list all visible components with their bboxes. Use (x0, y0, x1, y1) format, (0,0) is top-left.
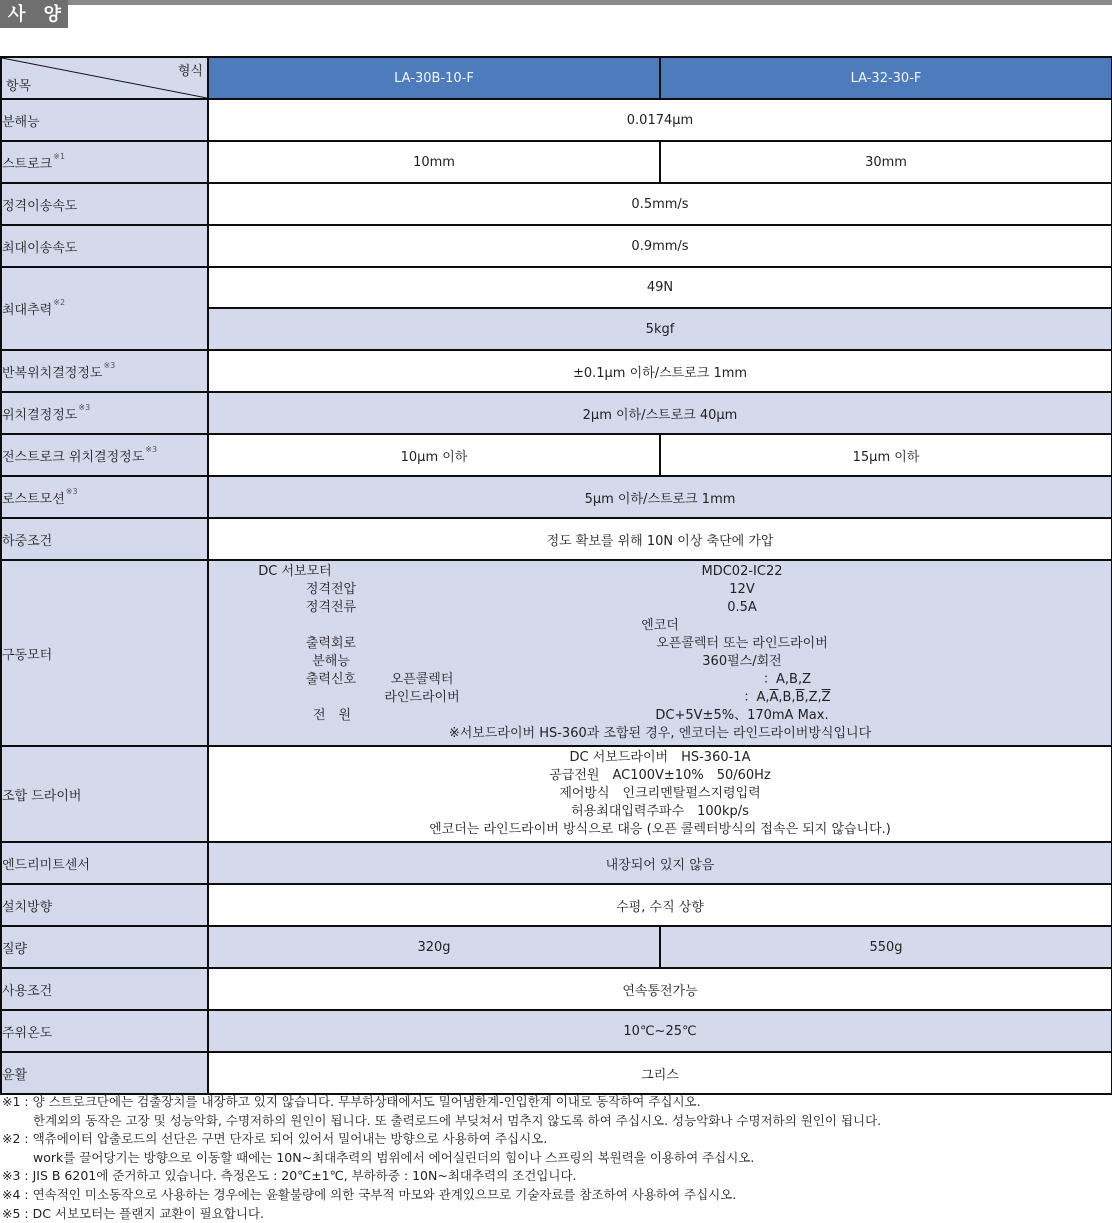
footnote: ※4 : 연속적인 미소동작으로 사용하는 경우에는 윤활불량에 의한 국부적 마모와 관계있으므로 기술자료를 참조하여 사용하여 주십시오. (2, 1186, 737, 1202)
note-ref: ※3 (78, 402, 91, 412)
output-signal-label: 출력신호 (305, 672, 357, 687)
row-lube (1, 1052, 1112, 1094)
row-label: 주위온도 (1, 1010, 208, 1052)
row-lost-motion (1, 476, 1112, 518)
row-value: 정도 확보를 위해 10N 이상 축단에 가압 (208, 518, 1112, 560)
driver-spec-block (208, 746, 1112, 842)
row-value: 0.0174μm (208, 99, 1112, 141)
footnote: ※2 : 액츄에이터 압출로드의 선단은 구면 단자로 되어 있어서 밀어내는 방향으로 사용하여 주십시오. (2, 1131, 548, 1147)
rated-current-label: 정격전류 (305, 600, 357, 615)
spec-table (0, 56, 1112, 1095)
row-motor (1, 560, 1112, 746)
signal-1-type: 오픈콜렉터 (390, 672, 454, 687)
row-label: 사용조건 (1, 968, 208, 1010)
row-value-1: 10mm (208, 141, 660, 183)
label-text: 전스트로크 위치결정정도 (2, 449, 145, 465)
label-text: 로스트모션 (2, 491, 65, 507)
label-text: 스트로크 (2, 156, 53, 172)
row-pos-acc (1, 392, 1112, 434)
row-label: 정격이송속도 (1, 183, 208, 225)
row-value: 내장되어 있지 않음 (208, 842, 1112, 884)
footnote: ※5 : DC 서보모터는 플랜지 교환이 필요합니다. (2, 1205, 265, 1221)
signal-2-type: 라인드라이버 (384, 690, 460, 705)
label-text: 최대추력 (2, 303, 53, 318)
motor-note: ※서보드라이버 HS-360과 조합된 경우, 엔코더는 라인드라이버방식입니다 (448, 726, 872, 741)
row-value: 수평, 수직 상향 (208, 884, 1112, 926)
row-label (1, 141, 208, 183)
signal-2-mid2: ,Z, (804, 690, 822, 705)
output-circuit-value: 오픈콜렉터 또는 라인드라이버 (656, 636, 828, 651)
row-value-2: 15μm 이하 (660, 434, 1112, 476)
header-row (1, 57, 1112, 99)
label-text: 위치결정정도 (2, 407, 78, 423)
row-value: ±0.1μm 이하/스트로크 1mm (208, 350, 1112, 392)
row-stroke (1, 141, 1112, 183)
power-label: 전 원 (312, 708, 352, 723)
row-value-2: 30mm (660, 141, 1112, 183)
note-ref: ※3 (145, 444, 158, 454)
row-usage (1, 968, 1112, 1010)
rated-voltage-label: 정격전압 (305, 582, 357, 597)
row-value-1: 49N (208, 267, 1112, 308)
output-circuit-label: 출력회로 (305, 636, 357, 651)
row-rated-speed (1, 183, 1112, 225)
item-label: 항목 (6, 79, 32, 94)
driver-line: DC 서보드라이버 HS-360-1A (569, 750, 751, 765)
row-value: 0.9mm/s (208, 225, 1112, 267)
dc-servo-label: DC 서보모터 (258, 564, 332, 579)
header-corner (1, 57, 208, 99)
model-1-header: LA-30B-10-F (208, 57, 660, 99)
row-value-2: 550g (660, 926, 1112, 968)
row-value: 10℃~25℃ (208, 1010, 1112, 1052)
row-label (1, 267, 208, 350)
row-repeat-pos (1, 350, 1112, 392)
note-ref: ※3 (103, 360, 116, 370)
row-label: 조합 드라이버 (1, 746, 208, 842)
signal-2-a-bar: $\overline{A}$ (769, 690, 779, 705)
dc-servo-model: MDC02-IC22 (701, 564, 783, 579)
row-full-pos (1, 434, 1112, 476)
signal-2-prefix: ：A, (743, 690, 770, 705)
row-value: 0.5mm/s (208, 183, 1112, 225)
row-value: 2μm 이하/스트로크 40μm (208, 392, 1112, 434)
row-ambient (1, 1010, 1112, 1052)
motor-grid (213, 563, 1107, 743)
footnote: ※1 : 양 스트로크단에는 검출장치를 내장하고 있지 않습니다. 무부하상태에서도 밀어냄한계-인입한계 이내로 동작하여 주십시오. (2, 1094, 701, 1109)
row-label: 분해능 (1, 99, 208, 141)
label-text: 반복위치결정정도 (2, 365, 103, 381)
motor-spec-block (208, 560, 1112, 746)
row-value: 5μm 이하/스트로크 1mm (208, 476, 1112, 518)
row-value: 연속통전가능 (208, 968, 1112, 1010)
driver-line: 엔코더는 라인드라이버 방식으로 대응 (오픈 콜렉터방식의 접속은 되지 않습니다.) (429, 822, 891, 837)
encoder-resolution-value: 360펄스/회전 (702, 654, 782, 669)
row-label (1, 434, 208, 476)
diagonal-line (2, 58, 207, 98)
footnote: ※3 : JIS B 6201에 준거하고 있습니다. 측정온도 : 20℃±1℃, 부하하중 : 10N~최대추력의 조건입니다. (2, 1168, 577, 1184)
row-label (1, 350, 208, 392)
signal-2-b-bar: $\overline{B}$ (795, 690, 805, 705)
row-limit-sensor (1, 842, 1112, 884)
section-title: 사 양 (0, 0, 68, 28)
encoder-label: 엔코더 (641, 618, 679, 633)
row-max-thrust (1, 267, 1112, 308)
row-label (1, 392, 208, 434)
note-ref: ※3 (65, 486, 78, 496)
row-load (1, 518, 1112, 560)
signal-1-value: ：A,B,Z (763, 672, 811, 687)
rated-current-value: 0.5A (727, 600, 757, 615)
row-max-speed (1, 225, 1112, 267)
driver-line: 허용최대입력주파수 100kp/s (571, 804, 749, 819)
row-label: 하중조건 (1, 518, 208, 560)
row-value-2: 5kgf (208, 308, 1112, 350)
driver-line: 공급전원 AC100V±10% 50/60Hz (549, 768, 771, 783)
footnote-continuation: work를 끌어당기는 방향으로 이동할 때에는 10N~최대추력의 범위에서 에어실린더의 힘이나 스프링의 복원력을 이용하여 주십시오. (33, 1149, 755, 1165)
signal-2-mid: ,B, (778, 690, 796, 705)
row-resolution (1, 99, 1112, 141)
footnote-continuation: 한계외의 동작은 고장 및 성능악화, 수명저하의 원인이 됩니다. 또 출력로드에 부딪쳐서 멈추지 않도록 하여 주십시오. 성능악화나 수명저하의 원인이 됩니다. (33, 1112, 882, 1128)
footnotes (2, 1093, 1110, 1223)
row-driver (1, 746, 1112, 842)
note-ref: ※1 (53, 151, 66, 161)
driver-line: 제어방식 인크리멘탈펄스지령입력 (559, 786, 761, 801)
row-value: 그리스 (208, 1052, 1112, 1094)
rated-voltage-value: 12V (729, 582, 755, 597)
row-label: 엔드리미트센서 (1, 842, 208, 884)
row-label: 구동모터 (1, 560, 208, 746)
power-value: DC+5V±5%、170mA Max. (655, 708, 829, 723)
encoder-resolution-label: 분해능 (312, 654, 350, 669)
row-mass (1, 926, 1112, 968)
row-value-1: 320g (208, 926, 660, 968)
row-label (1, 476, 208, 518)
row-mount (1, 884, 1112, 926)
signal-2-value (467, 689, 1107, 707)
row-label: 설치방향 (1, 884, 208, 926)
row-label: 질량 (1, 926, 208, 968)
note-ref: ※2 (53, 298, 66, 307)
type-label: 형식 (177, 64, 203, 79)
signal-2-z-bar: $\overline{Z}$ (821, 690, 831, 705)
row-value-1: 10μm 이하 (208, 434, 660, 476)
row-label: 최대이송속도 (1, 225, 208, 267)
top-rule (0, 0, 1112, 5)
row-label: 윤활 (1, 1052, 208, 1094)
model-2-header: LA-32-30-F (660, 57, 1112, 99)
